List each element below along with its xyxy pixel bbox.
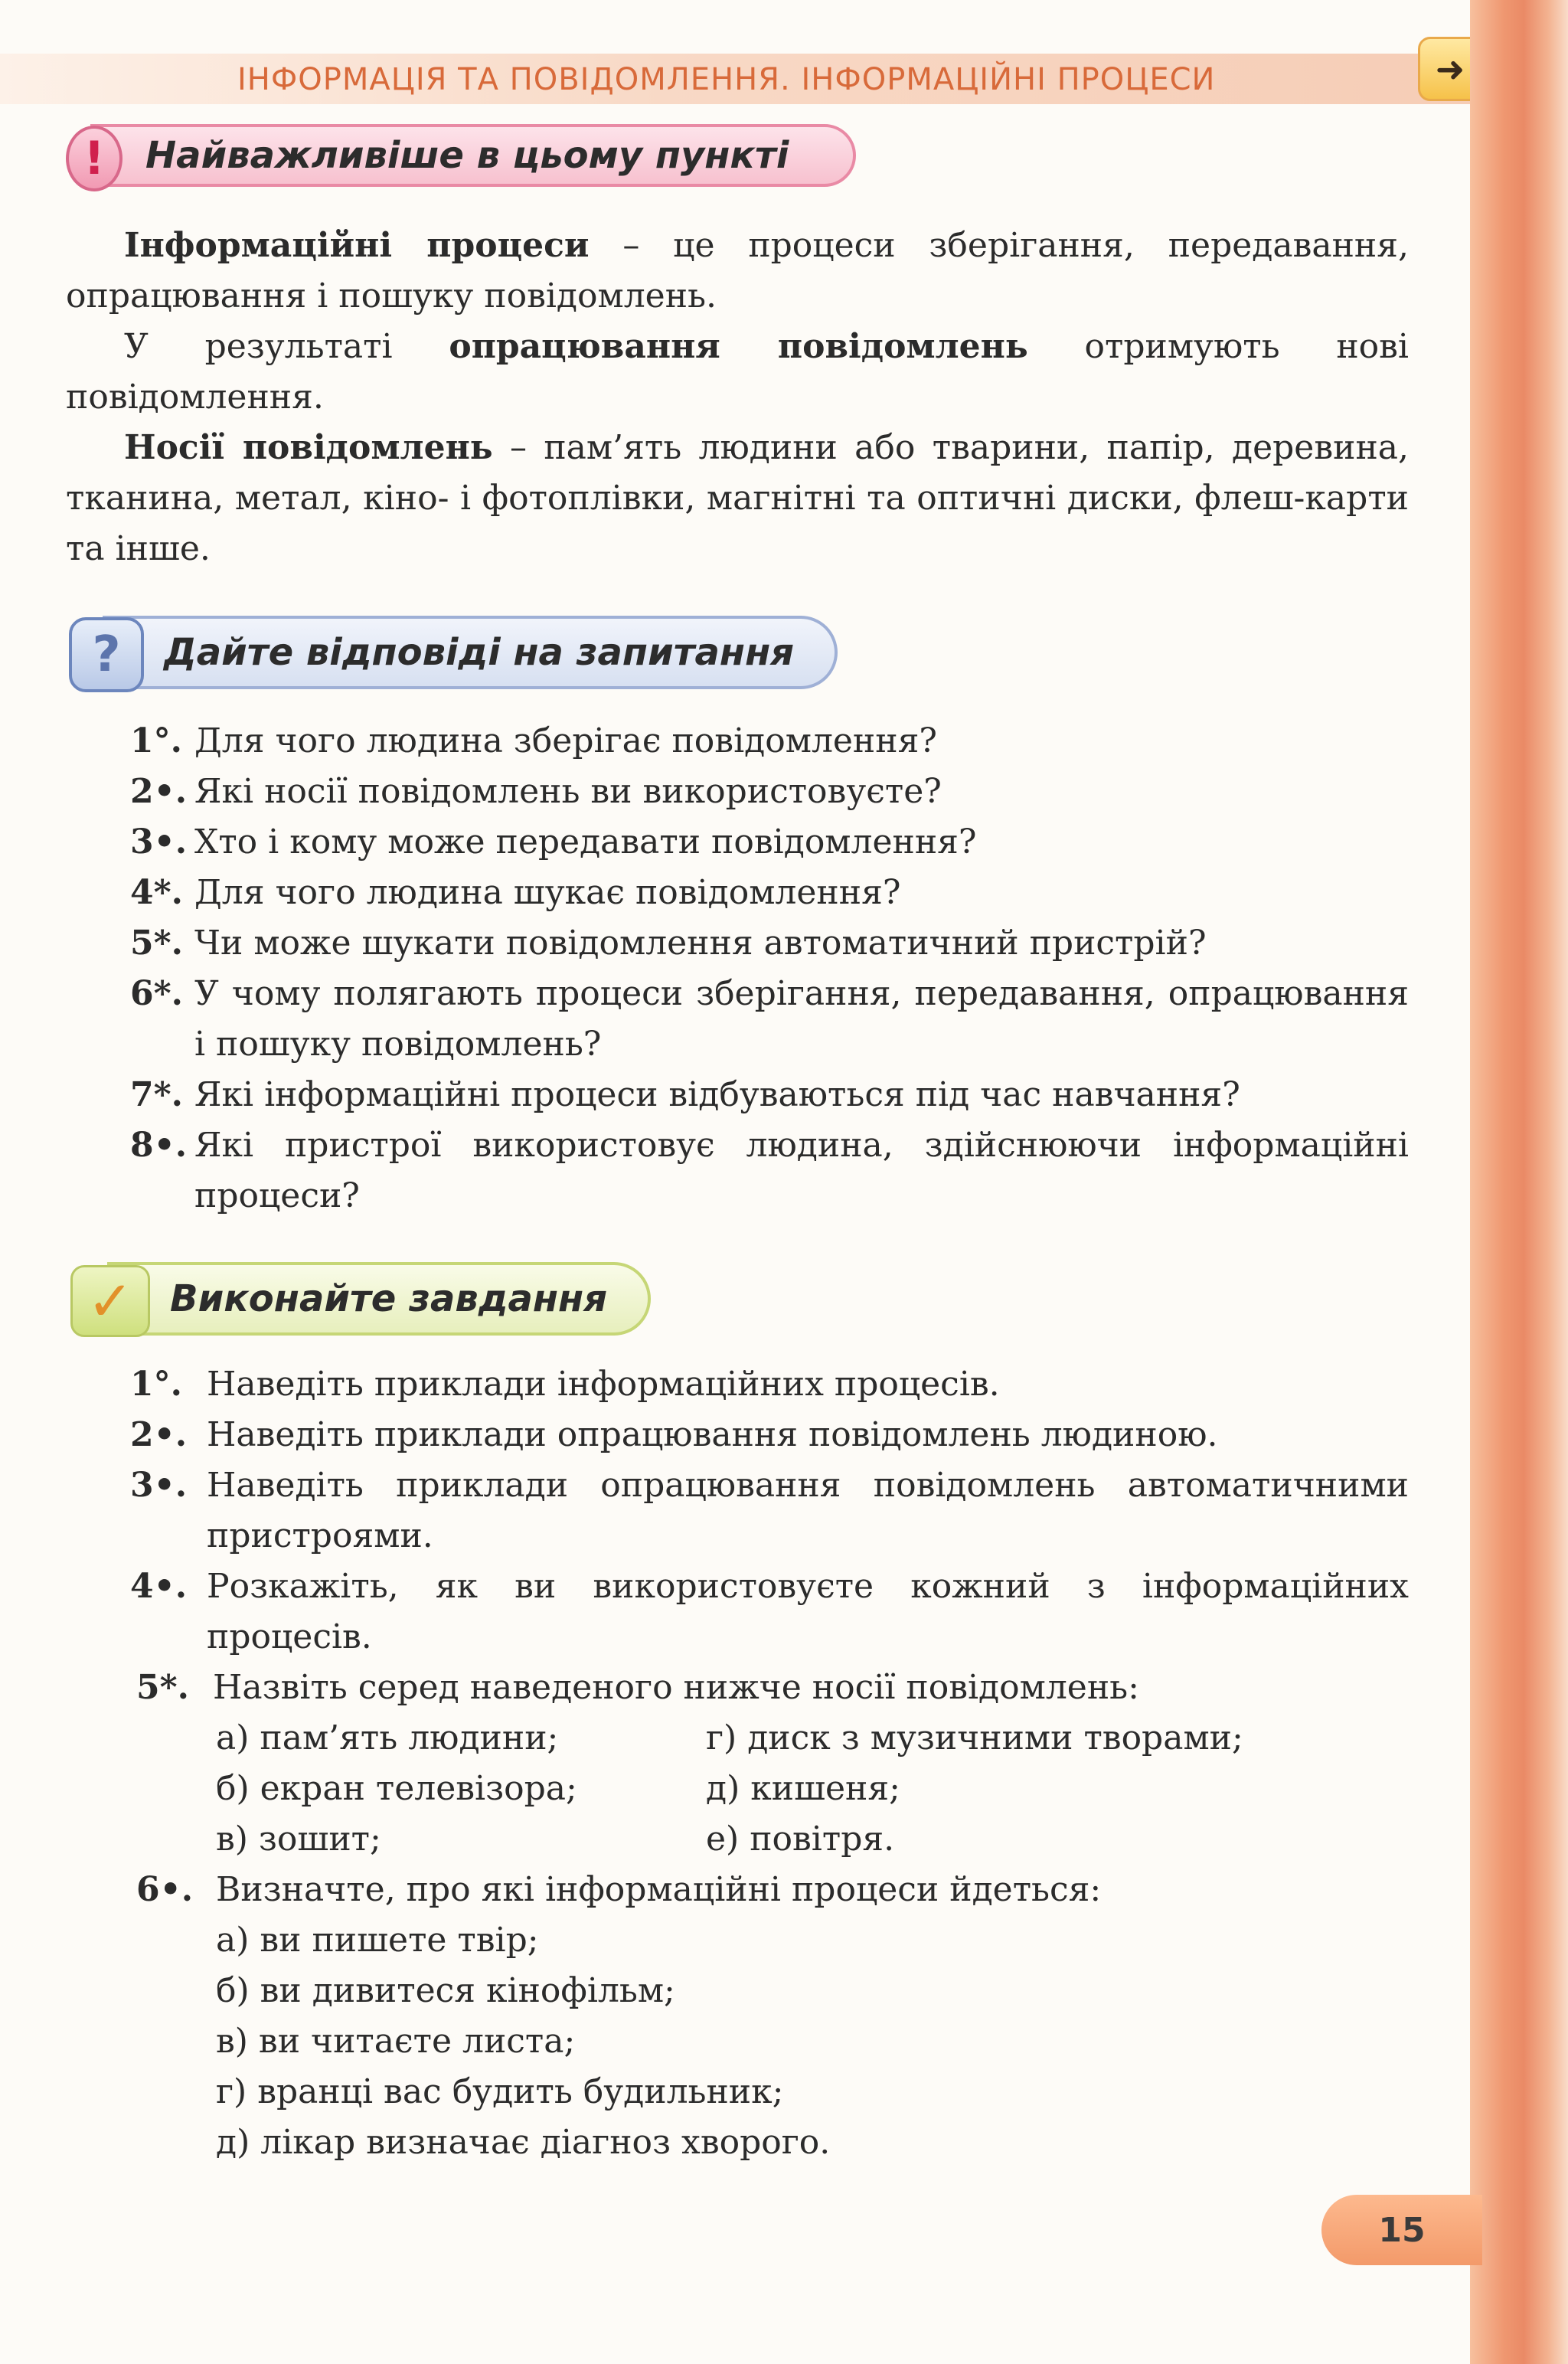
question-text: Чи може шукати повідомлення автоматичний пристрій? (194, 924, 1207, 963)
task6-option: в) ви читаєте листа; (216, 2022, 576, 2061)
question-mark-icon: ? (69, 617, 144, 692)
task-number: 6•. (136, 1870, 194, 1909)
task-number: 1°. (130, 1365, 182, 1404)
summary-paragraph-1 (66, 221, 1409, 322)
task-number: 4•. (130, 1567, 188, 1606)
task5-option: в) зошит; (216, 1820, 381, 1859)
task-text: Наведіть приклади опрацювання повідомлень людиною. (207, 1415, 1218, 1454)
question-text: Які інформаційні процеси відбуваються під час навчання? (194, 1075, 1240, 1114)
task-number: 2•. (130, 1415, 188, 1454)
question-text: Для чого людина зберігає повідомлення? (194, 721, 937, 760)
page-edge-decoration (1470, 0, 1568, 2364)
task-text: Наведіть приклади опрацювання повідомлень автоматичними пристроями. (207, 1466, 1409, 1555)
summary-p3-text: – пам’ять людини або тварини, папір, деревина, тканина, метал, кіно- і фотоплівки, магнітні та оптичні диски, флеш-карти та інше. (66, 428, 1409, 568)
checkmark-icon: ✓ (70, 1265, 150, 1337)
exclamation-icon: ! (66, 126, 122, 191)
question-text: Які пристрої використовує людина, здійснюючи інформаційні процеси? (194, 1126, 1409, 1215)
task6-option: г) вранці вас будить будильник; (216, 2072, 784, 2111)
summary-paragraph-3 (66, 423, 1409, 574)
task5-option: д) кишеня; (706, 1769, 900, 1808)
tasks-banner (66, 1262, 651, 1336)
question-text: У чому полягають процеси зберігання, передавання, опрацювання і пошуку повідомлень? (194, 974, 1409, 1064)
question-number: 2•. (130, 772, 188, 811)
task6-option: б) ви дивитеся кінофільм; (216, 1971, 675, 2010)
summary-paragraph-2 (66, 322, 1409, 423)
summary-banner (60, 124, 856, 187)
question-number: 3•. (130, 822, 188, 862)
task6-option: а) ви пишете твір; (216, 1921, 539, 1960)
question-number: 8•. (130, 1126, 188, 1165)
page-number: 15 (1321, 2195, 1482, 2265)
task5-option: б) екран телевізора; (216, 1769, 577, 1808)
task-number: 3•. (130, 1466, 188, 1505)
term-message-carriers: Носії повідомлень (124, 428, 493, 467)
question-number: 1°. (130, 721, 182, 760)
summary-p2-start: У результаті (124, 327, 449, 366)
summary-title: Найважливіше в цьому пункті (145, 134, 789, 177)
question-text: Хто і кому може передавати повідомлення? (194, 822, 977, 862)
task-text: Розкажіть, як ви використовуєте кожний з інформаційних процесів. (207, 1567, 1409, 1656)
next-arrow-icon[interactable]: ➜ (1418, 37, 1482, 101)
summary-p2-text: отримують нові повідомлення. (66, 327, 1409, 417)
task6-option: д) лікар визначає діагноз хворого. (216, 2123, 831, 2162)
questions-banner (64, 616, 838, 689)
task-text: Визначте, про які інформаційні процеси йдеться: (216, 1870, 1102, 1909)
questions-title: Дайте відповіді на запитання (164, 631, 795, 674)
task-number: 5*. (136, 1668, 189, 1707)
task-text: Назвіть серед наведеного нижче носії повідомлень: (213, 1668, 1139, 1707)
task5-option: а) пам’ять людини; (216, 1718, 559, 1757)
tasks-title: Виконайте завдання (170, 1277, 608, 1320)
term-information-processes: Інформаційні процеси (124, 226, 590, 265)
question-text: Які носії повідомлень ви використовуєте? (194, 772, 942, 811)
running-header-title: ІНФОРМАЦІЯ ТА ПОВІДОМЛЕННЯ. ІНФОРМАЦІЙНІ ПРОЦЕСИ (237, 62, 1216, 97)
question-number: 6*. (130, 974, 183, 1013)
task5-option: е) повітря. (706, 1820, 895, 1859)
term-message-processing: опрацювання повідомлень (449, 327, 1028, 366)
question-number: 4*. (130, 873, 183, 912)
question-text: Для чого людина шукає повідомлення? (194, 873, 901, 912)
task5-option: г) диск з музичними творами; (706, 1718, 1243, 1757)
summary-p1-text: – це процеси зберігання, передавання, опрацювання і пошуку повідомлень. (66, 226, 1409, 316)
question-number: 7*. (130, 1075, 183, 1114)
task-text: Наведіть приклади інформаційних процесів. (207, 1365, 1000, 1404)
question-number: 5*. (130, 924, 183, 963)
